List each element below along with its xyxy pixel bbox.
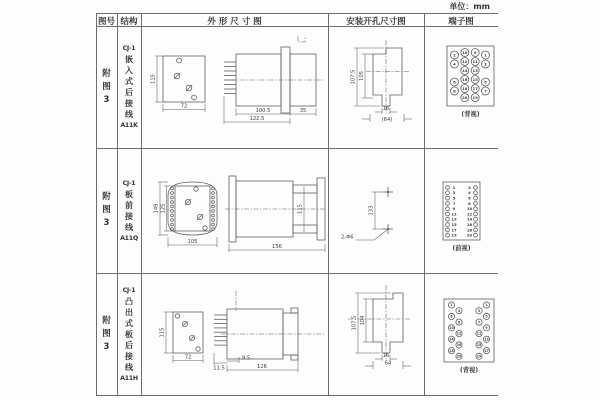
terminal-number: 11 [451,211,457,217]
terminal-pins [446,185,478,238]
terminal-pin [474,191,478,195]
terminal-number: 18 [466,227,473,233]
terminal-pin [474,228,478,232]
terminal-number: 6 [450,314,453,319]
dim-label: 72 [180,103,188,110]
dim-label: 126 [257,364,267,370]
terminal-number: 5 [452,195,456,201]
dim-label: 125 [160,203,167,214]
terminal-pin [446,217,450,221]
structure-row3: CJ-1 凸 出 式 板 后 接 线 A11H [120,286,138,382]
dim-label: 64 [384,360,392,367]
terminal-number: 20 [456,354,462,359]
relay-side-view [224,36,324,124]
dim-label: 115 [297,204,304,214]
header-terminal-diagram: 端子图 [448,17,474,27]
terminal-pin [446,212,450,216]
terminal-number: 16 [462,76,468,82]
terminal-number: 4 [453,61,456,67]
table-border [96,13,498,14]
terminal-pin [474,202,478,206]
terminal-pin [474,217,478,221]
leader-line [356,230,387,240]
screw-symbol [185,199,191,205]
screw-symbol [174,73,180,79]
terminal-number: 13 [484,337,489,342]
view-caption: (背视) [461,111,480,118]
terminal-number: 5 [484,79,487,85]
terminal-number: 2 [453,52,456,58]
terminal-number: 18 [449,348,454,353]
screw-symbol [183,322,188,327]
terminal-number: 2 [468,184,471,190]
terminal-number: 3 [484,61,487,67]
dim-label: 35 [299,108,307,114]
view-caption: (背视) [459,367,479,374]
panel-cutout [373,48,402,106]
structure-row1: CJ-1 嵌 入 式 后 接 线 A11K [120,45,138,129]
install-drawing-row2 [328,148,424,273]
terminal-number: 6 [453,79,456,85]
mounting-hole [177,58,182,63]
mounting-hook [298,36,305,42]
install-drawing-row3 [328,273,424,395]
dim-label: 149 [153,203,160,214]
terminal-pin [446,223,450,227]
fig-no-row3: 附 图 3 [102,315,111,352]
terminal-pin [474,233,478,237]
mounting-hole [192,95,197,100]
dim-label: 133 [368,205,375,216]
terminal-number: 17 [484,348,489,353]
dim-label: 100.5 [255,108,271,114]
terminal-pin [446,233,450,237]
terminal-number: 7 [484,88,487,94]
terminal-number: 8 [453,88,456,94]
terminal-number: 2 [450,303,453,308]
terminal-number: 19 [451,232,457,238]
relay-side-view [213,291,325,372]
terminal-number: 13 [451,216,457,222]
dim-label: 16 [382,353,390,359]
dim-label: 16 [382,106,390,112]
structure-row2: CJ-1 板 前 接 线 A11Q [120,179,138,242]
terminal-number: 16 [456,343,462,348]
relay-front-view [160,312,204,363]
header-fig-no: 图号 [97,17,116,27]
terminal-number: 8 [468,200,471,206]
terminal-number: 12 [462,58,468,64]
terminal-number: 9 [452,206,456,212]
terminal-number: 10 [462,49,468,55]
terminal-number: 12 [466,211,473,217]
terminal-pin [474,223,478,227]
outline-drawing-row3 [141,273,328,395]
dim-label: (64) [381,117,393,123]
terminal-number: 6 [468,195,471,201]
terminal-dots-right [212,187,215,230]
terminal-pin [446,186,450,190]
terminal-number: 9 [473,49,477,55]
dim-label: 11.5 [213,365,225,372]
terminal-number: 7 [452,200,456,206]
relay-side-view [225,176,326,252]
terminal-number: 17 [451,227,457,233]
terminal-number: 4 [468,190,471,196]
terminal-number: 7 [477,320,481,325]
dim-label: 9.5 [241,355,251,362]
relay-front-view [154,182,218,247]
header-outline-dims: 外 形 尺 寸 图 [207,17,262,27]
terminal-pin [474,186,478,190]
terminal-number: 12 [456,331,462,336]
terminal-number: 15 [476,343,482,348]
outline-drawing-row1 [141,26,328,148]
dim-label: 72 [184,354,192,361]
terminal-dots-left [171,187,174,230]
terminal-number: 19 [476,354,482,359]
table-border [96,395,498,396]
terminal-number: 10 [449,325,454,330]
screw-symbol [186,85,192,91]
outline-drawing-row2 [141,148,328,273]
terminal-number: 19 [472,94,478,100]
relay-front-view [151,56,206,112]
terminal-pin [474,207,478,211]
dim-label: 105 [359,71,365,81]
hole-spec-label: 2-Φ6 [341,234,354,241]
mounting-hole [194,187,198,191]
mounting-hole [175,314,179,318]
terminal-number: 15 [472,76,478,82]
terminal-pin [446,207,450,211]
fig-no-row2: 附 图 3 [102,192,111,228]
terminal-number: 5 [485,314,488,319]
terminal-number: 4 [457,308,461,313]
terminal-number: 10 [466,206,473,212]
screw-symbol [190,336,195,341]
terminal-pins-comb [214,315,227,345]
dim-label: 115 [150,74,157,84]
dim-label: 107.5 [350,69,357,85]
dim-label: 107.5 [351,315,358,331]
terminal-pin [474,212,478,216]
dim-label: 115 [159,327,166,338]
terminal-number: 20 [466,232,473,238]
terminal-pin [446,191,450,195]
terminal-number: 17 [472,85,478,91]
terminal-number: 18 [462,85,468,91]
terminal-number: 1 [452,184,456,190]
terminal-number: 1 [484,52,487,58]
mounting-hole [196,347,200,351]
terminal-pins [451,49,490,102]
view-caption: (前视) [452,245,471,252]
terminal-number: 14 [462,67,468,73]
terminal-number: 20 [462,94,468,100]
terminal-number: 14 [466,216,473,222]
terminal-number: 14 [449,337,454,342]
terminal-number: 8 [457,320,461,325]
terminal-number: 3 [452,190,456,196]
terminal-number: 1 [485,303,488,308]
dim-label: 156 [272,244,282,250]
header-structure: 结构 [120,17,138,27]
dim-label: 104 [359,315,366,326]
terminal-diagram-row1 [424,26,498,148]
header-install-dims: 安装开孔尺寸图 [346,17,406,27]
fig-no-row1: 附 图 3 [102,68,111,105]
terminal-number: 3 [477,308,481,313]
terminal-pin [446,196,450,200]
unit-label: 单位：mm [449,2,490,11]
terminal-pins-comb [224,62,236,94]
terminal-number: 11 [472,58,478,64]
terminal-number: 15 [451,222,457,227]
dim-label: 105 [187,239,198,245]
terminal-diagram-row2 [424,148,498,273]
terminal-number: 11 [476,331,482,336]
terminal-pin [446,228,450,232]
screw-symbol [197,214,203,220]
panel-cutout [373,293,403,353]
mounting-hole [203,226,207,230]
dim-label: 122.5 [249,116,265,123]
terminal-number: 13 [472,67,478,73]
terminal-number: 16 [466,222,473,227]
terminal-pin [474,196,478,200]
terminal-diagram-row3 [424,273,498,395]
install-drawing-row1 [328,26,424,148]
terminal-pin [446,202,450,206]
terminal-number: 9 [485,325,488,330]
terminal-pins [448,302,489,360]
